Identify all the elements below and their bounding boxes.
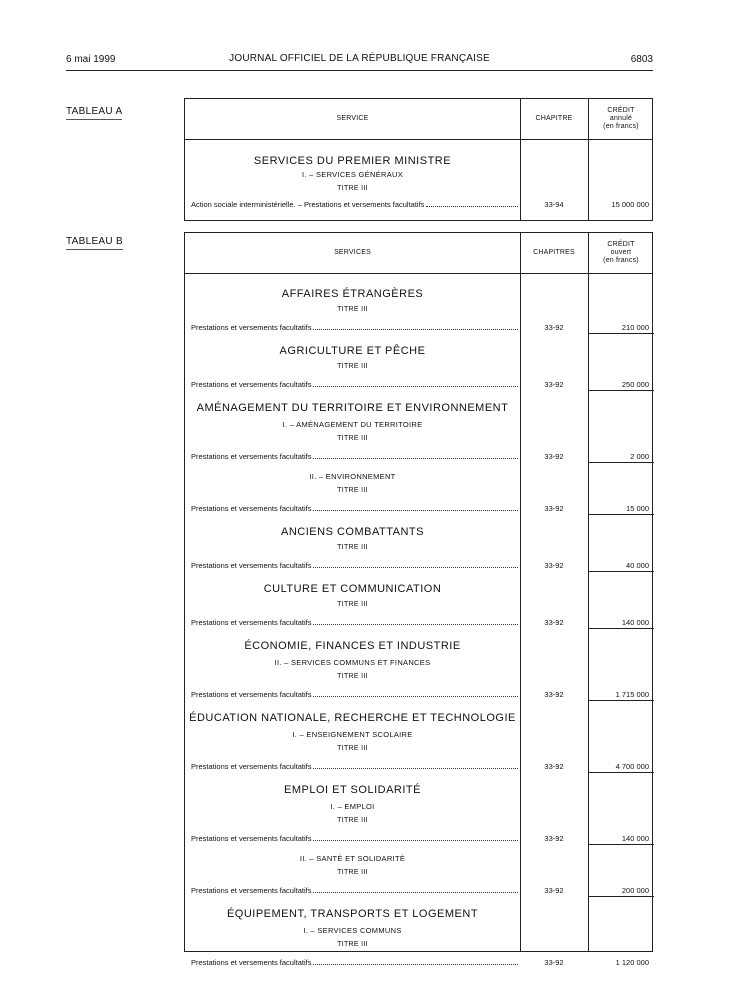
line-label: Prestations et versements facultatifs (191, 618, 312, 627)
header-chapitre: CHAPITRE (535, 115, 573, 122)
section-title: I. – EMPLOI (330, 802, 375, 811)
credit-separator (588, 772, 654, 773)
header-credit (588, 233, 654, 273)
titre-label: TITRE III (337, 435, 368, 442)
credit-value: 15 000 000 (611, 200, 649, 209)
service-line (191, 452, 520, 461)
credit-separator (588, 844, 654, 845)
tableau-a-label: TABLEAU A (66, 106, 122, 120)
credit-separator (588, 896, 654, 897)
credit-unit: (en francs) (603, 257, 639, 264)
chapitre-value: 33-92 (544, 762, 564, 771)
chapitre-value: 33-92 (544, 834, 564, 843)
service-line (191, 690, 520, 699)
service-line (191, 834, 520, 843)
service-line (191, 504, 520, 513)
section-title: I. – AMÉNAGEMENT DU TERRITOIRE (282, 420, 423, 429)
credit-value: 2 000 (630, 452, 649, 461)
chapitre-value: 33-92 (544, 886, 564, 895)
titre-label: TITRE III (337, 185, 368, 192)
ministry-title: ÉDUCATION NATIONALE, RECHERCHE ET TECHNOLOGIE (189, 712, 516, 724)
chapitre-value: 33-92 (544, 452, 564, 461)
section-title: II. – SANTÉ ET SOLIDARITÉ (299, 854, 406, 863)
ministry-title: AMÉNAGEMENT DU TERRITOIRE ET ENVIRONNEMENT (196, 402, 509, 414)
section-title: I. – ENSEIGNEMENT SCOLAIRE (292, 730, 413, 739)
ministry-title: ÉCONOMIE, FINANCES ET INDUSTRIE (244, 640, 461, 652)
titre-label: TITRE III (337, 941, 368, 948)
dot-leader (313, 623, 518, 625)
ministry-title: ANCIENS COMBATTANTS (281, 526, 424, 538)
dot-leader (313, 509, 518, 511)
credit-value: 1 715 000 (615, 690, 649, 699)
ministry-title: SERVICES DU PREMIER MINISTRE (253, 155, 452, 167)
section-title: I. – SERVICES COMMUNS (303, 926, 402, 935)
chapitre-value: 33-92 (544, 380, 564, 389)
tableau-a (184, 98, 653, 221)
titre-label: TITRE III (337, 487, 368, 494)
service-line (191, 561, 520, 570)
service-line (191, 618, 520, 627)
tableau-b (184, 232, 653, 967)
dot-leader (313, 566, 518, 568)
page-number: 6803 (630, 54, 653, 65)
service-line (191, 958, 520, 967)
dot-leader (313, 385, 518, 387)
column-divider (520, 233, 521, 951)
credit-unit: (en francs) (603, 123, 639, 130)
credit-value: 200 000 (621, 886, 649, 895)
line-label: Prestations et versements facultatifs (191, 762, 312, 771)
credit-value: 40 000 (626, 561, 649, 570)
header-credit (588, 99, 654, 139)
ministry-title: AGRICULTURE ET PÊCHE (279, 345, 426, 357)
credit-kind: annulé (609, 115, 633, 122)
credit-kind: ouvert (610, 249, 632, 256)
service-line (191, 886, 520, 895)
credit-value: 210 000 (621, 323, 649, 332)
dot-leader (313, 695, 518, 697)
credit-separator (588, 514, 654, 515)
titre-label: TITRE III (337, 601, 368, 608)
page-header (66, 52, 653, 71)
dot-leader (313, 328, 518, 330)
credit-separator (588, 390, 654, 391)
dot-leader (313, 891, 518, 893)
line-label: Prestations et versements facultatifs (191, 380, 312, 389)
line-label: Action sociale interministérielle. – Prestations et versements facultatifs (191, 200, 425, 209)
credit-value: 140 000 (621, 618, 649, 627)
credit-value: 15 000 (626, 504, 649, 513)
header-services: SERVICES (334, 249, 371, 256)
section-title: I. – SERVICES GÉNÉRAUX (301, 170, 404, 179)
credit-title: CRÉDIT (607, 107, 635, 114)
dot-leader (313, 839, 518, 841)
chapitre-value: 33-94 (544, 200, 564, 209)
dot-leader (313, 767, 518, 769)
chapitre-value: 33-92 (544, 618, 564, 627)
service-line (191, 200, 520, 209)
titre-label: TITRE III (337, 306, 368, 313)
dot-leader (426, 205, 518, 207)
credit-value: 140 000 (621, 834, 649, 843)
issue-date: 6 mai 1999 (66, 54, 116, 65)
table-header (185, 233, 652, 274)
titre-label: TITRE III (337, 817, 368, 824)
service-line (191, 380, 520, 389)
line-label: Prestations et versements facultatifs (191, 690, 312, 699)
ministry-title: AFFAIRES ÉTRANGÈRES (281, 288, 424, 300)
credit-title: CRÉDIT (607, 241, 635, 248)
section-title: II. – SERVICES COMMUNS ET FINANCES (274, 658, 431, 667)
section-title: II. – ENVIRONNEMENT (309, 472, 396, 481)
credit-separator (588, 700, 654, 701)
line-label: Prestations et versements facultatifs (191, 958, 312, 967)
chapitre-value: 33-92 (544, 958, 564, 967)
titre-label: TITRE III (337, 544, 368, 551)
chapitre-value: 33-92 (544, 690, 564, 699)
chapitre-value: 33-92 (544, 561, 564, 570)
tableau-b-label: TABLEAU B (66, 236, 123, 250)
dot-leader (313, 457, 518, 459)
chapitre-value: 33-92 (544, 323, 564, 332)
dot-leader (313, 963, 518, 965)
ministry-title: CULTURE ET COMMUNICATION (263, 583, 442, 595)
titre-label: TITRE III (337, 673, 368, 680)
journal-title: JOURNAL OFFICIEL DE LA RÉPUBLIQUE FRANÇAISE (229, 53, 490, 64)
line-label: Prestations et versements facultatifs (191, 886, 312, 895)
line-label: Prestations et versements facultatifs (191, 561, 312, 570)
credit-value: 1 120 000 (615, 958, 649, 967)
credit-value: 4 700 000 (615, 762, 649, 771)
header-service: SERVICE (336, 115, 369, 122)
line-label: Prestations et versements facultatifs (191, 834, 312, 843)
line-label: Prestations et versements facultatifs (191, 323, 312, 332)
chapitre-value: 33-92 (544, 504, 564, 513)
credit-separator (588, 462, 654, 463)
titre-label: TITRE III (337, 363, 368, 370)
service-line (191, 323, 520, 332)
ministry-title: ÉQUIPEMENT, TRANSPORTS ET LOGEMENT (226, 908, 479, 920)
service-line (191, 762, 520, 771)
credit-separator (588, 333, 654, 334)
line-label: Prestations et versements facultatifs (191, 504, 312, 513)
credit-separator (588, 571, 654, 572)
line-label: Prestations et versements facultatifs (191, 452, 312, 461)
ministry-title: EMPLOI ET SOLIDARITÉ (284, 784, 421, 796)
table-header (185, 99, 652, 140)
titre-label: TITRE III (337, 869, 368, 876)
credit-separator (588, 628, 654, 629)
header-chapitres: CHAPITRES (533, 249, 575, 256)
credit-value: 250 000 (621, 380, 649, 389)
titre-label: TITRE III (337, 745, 368, 752)
